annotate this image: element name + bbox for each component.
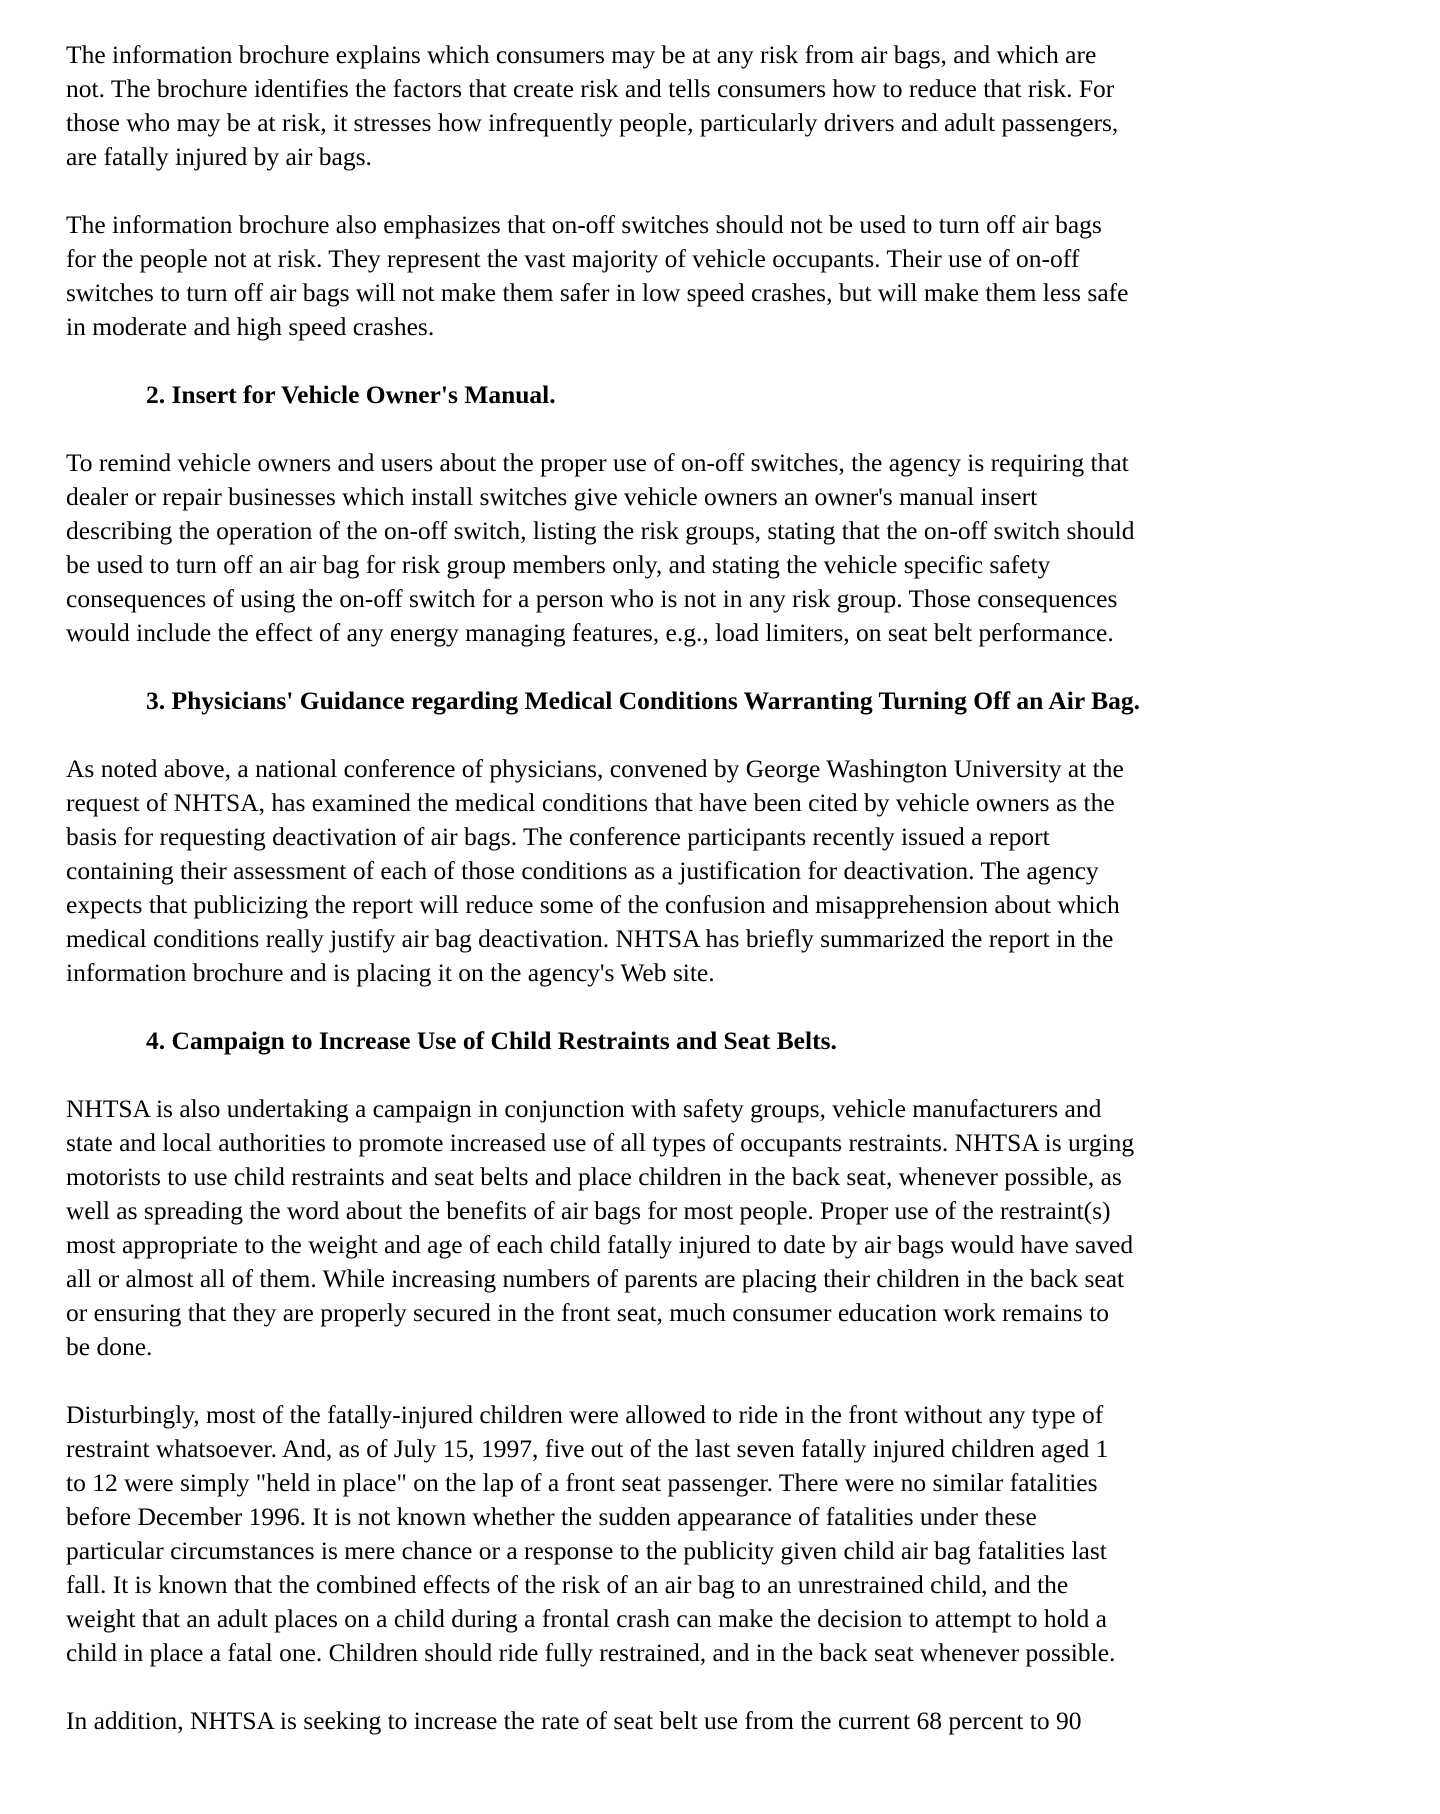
document-page [66, 38, 1406, 1738]
text-line: medical conditions really justify air bag deactivation. NHTSA has briefly summarized the report in the [66, 924, 1114, 953]
text-line: information brochure and is placing it on the agency's Web site. [66, 958, 715, 987]
text-line: to 12 were simply "held in place" on the lap of a front seat passenger. There were no similar fatalities [66, 1468, 1098, 1497]
text-line: consequences of using the on-off switch for a person who is not in any risk group. Those consequences [66, 584, 1118, 613]
text-line: NHTSA is also undertaking a campaign in conjunction with safety groups, vehicle manufacturers and [66, 1094, 1102, 1123]
text-line: expects that publicizing the report will reduce some of the confusion and misapprehension about which [66, 890, 1120, 919]
paragraph-brochure-risk [66, 38, 1406, 174]
spacer [66, 1364, 1406, 1398]
text-line: containing their assessment of each of those conditions as a justification for deactivation. The agency [66, 856, 1099, 885]
spacer [66, 1058, 1406, 1092]
text-line: be used to turn off an air bag for risk group members only, and stating the vehicle specific safety [66, 550, 1051, 579]
spacer [66, 412, 1406, 446]
text-line: for the people not at risk. They represent the vast majority of vehicle occupants. Their use of on-off [66, 244, 1080, 273]
text-line: would include the effect of any energy managing features, e.g., load limiters, on seat belt performance. [66, 618, 1114, 647]
text-line: most appropriate to the weight and age of each child fatally injured to date by air bags would have saved [66, 1230, 1134, 1259]
section-heading-owners-manual: 2. Insert for Vehicle Owner's Manual. [146, 380, 556, 409]
text-line: request of NHTSA, has examined the medical conditions that have been cited by vehicle owners as the [66, 788, 1115, 817]
text-line: not. The brochure identifies the factors that create risk and tells consumers how to reduce that risk. For [66, 74, 1115, 103]
text-line: The information brochure explains which consumers may be at any risk from air bags, and which are [66, 40, 1097, 69]
text-line: fall. It is known that the combined effects of the risk of an air bag to an unrestrained child, and the [66, 1570, 1069, 1599]
paragraph-seat-belt-rate [66, 1704, 1406, 1738]
text-line: motorists to use child restraints and seat belts and place children in the back seat, whenever possible, as [66, 1162, 1122, 1191]
text-line: weight that an adult places on a child during a frontal crash can make the decision to attempt to hold a [66, 1604, 1107, 1633]
text-line: As noted above, a national conference of physicians, convened by George Washington University at the [66, 754, 1124, 783]
text-line: those who may be at risk, it stresses how infrequently people, particularly drivers and adult passengers, [66, 108, 1119, 137]
section-heading-physicians-guidance: 3. Physicians' Guidance regarding Medical Conditions Warranting Turning Off an Air Bag. [146, 686, 1140, 715]
paragraph-campaign-restraints [66, 1092, 1406, 1364]
paragraph-child-fatalities [66, 1398, 1406, 1670]
spacer [66, 344, 1406, 378]
section-heading-campaign: 4. Campaign to Increase Use of Child Restraints and Seat Belts. [146, 1026, 837, 1055]
text-line: particular circumstances is mere chance or a response to the publicity given child air bag fatalities last [66, 1536, 1107, 1565]
paragraph-physicians-conference [66, 752, 1406, 990]
text-line: be done. [66, 1332, 153, 1361]
text-line: To remind vehicle owners and users about the proper use of on-off switches, the agency is requiring that [66, 448, 1129, 477]
text-line: restraint whatsoever. And, as of July 15, 1997, five out of the last seven fatally injured children aged 1 [66, 1434, 1109, 1463]
spacer [66, 650, 1406, 684]
text-line: well as spreading the word about the benefits of air bags for most people. Proper use of the restraint(s) [66, 1196, 1111, 1225]
text-line: basis for requesting deactivation of air bags. The conference participants recently issued a report [66, 822, 1050, 851]
text-line: The information brochure also emphasizes that on-off switches should not be used to turn off air bags [66, 210, 1102, 239]
text-line: before December 1996. It is not known whether the sudden appearance of fatalities under these [66, 1502, 1037, 1531]
text-line: describing the operation of the on-off switch, listing the risk groups, stating that the on-off switch should [66, 516, 1135, 545]
text-line: in moderate and high speed crashes. [66, 312, 435, 341]
text-line: are fatally injured by air bags. [66, 142, 372, 171]
text-line: Disturbingly, most of the fatally-injured children were allowed to ride in the front without any type of [66, 1400, 1104, 1429]
text-line: In addition, NHTSA is seeking to increase the rate of seat belt use from the current 68 percent to 90 [66, 1706, 1082, 1735]
spacer [66, 1670, 1406, 1704]
spacer [66, 718, 1406, 752]
spacer [66, 174, 1406, 208]
text-line: all or almost all of them. While increasing numbers of parents are placing their children in the back seat [66, 1264, 1125, 1293]
paragraph-brochure-switches [66, 208, 1406, 344]
text-line: switches to turn off air bags will not make them safer in low speed crashes, but will make them less safe [66, 278, 1129, 307]
spacer [66, 990, 1406, 1024]
text-line: state and local authorities to promote increased use of all types of occupants restraints. NHTSA is urging [66, 1128, 1135, 1157]
text-line: dealer or repair businesses which install switches give vehicle owners an owner's manual insert [66, 482, 1038, 511]
text-line: child in place a fatal one. Children should ride fully restrained, and in the back seat whenever possible. [66, 1638, 1116, 1667]
text-line: or ensuring that they are properly secured in the front seat, much consumer education work remains to [66, 1298, 1110, 1327]
paragraph-owners-manual-insert [66, 446, 1406, 650]
